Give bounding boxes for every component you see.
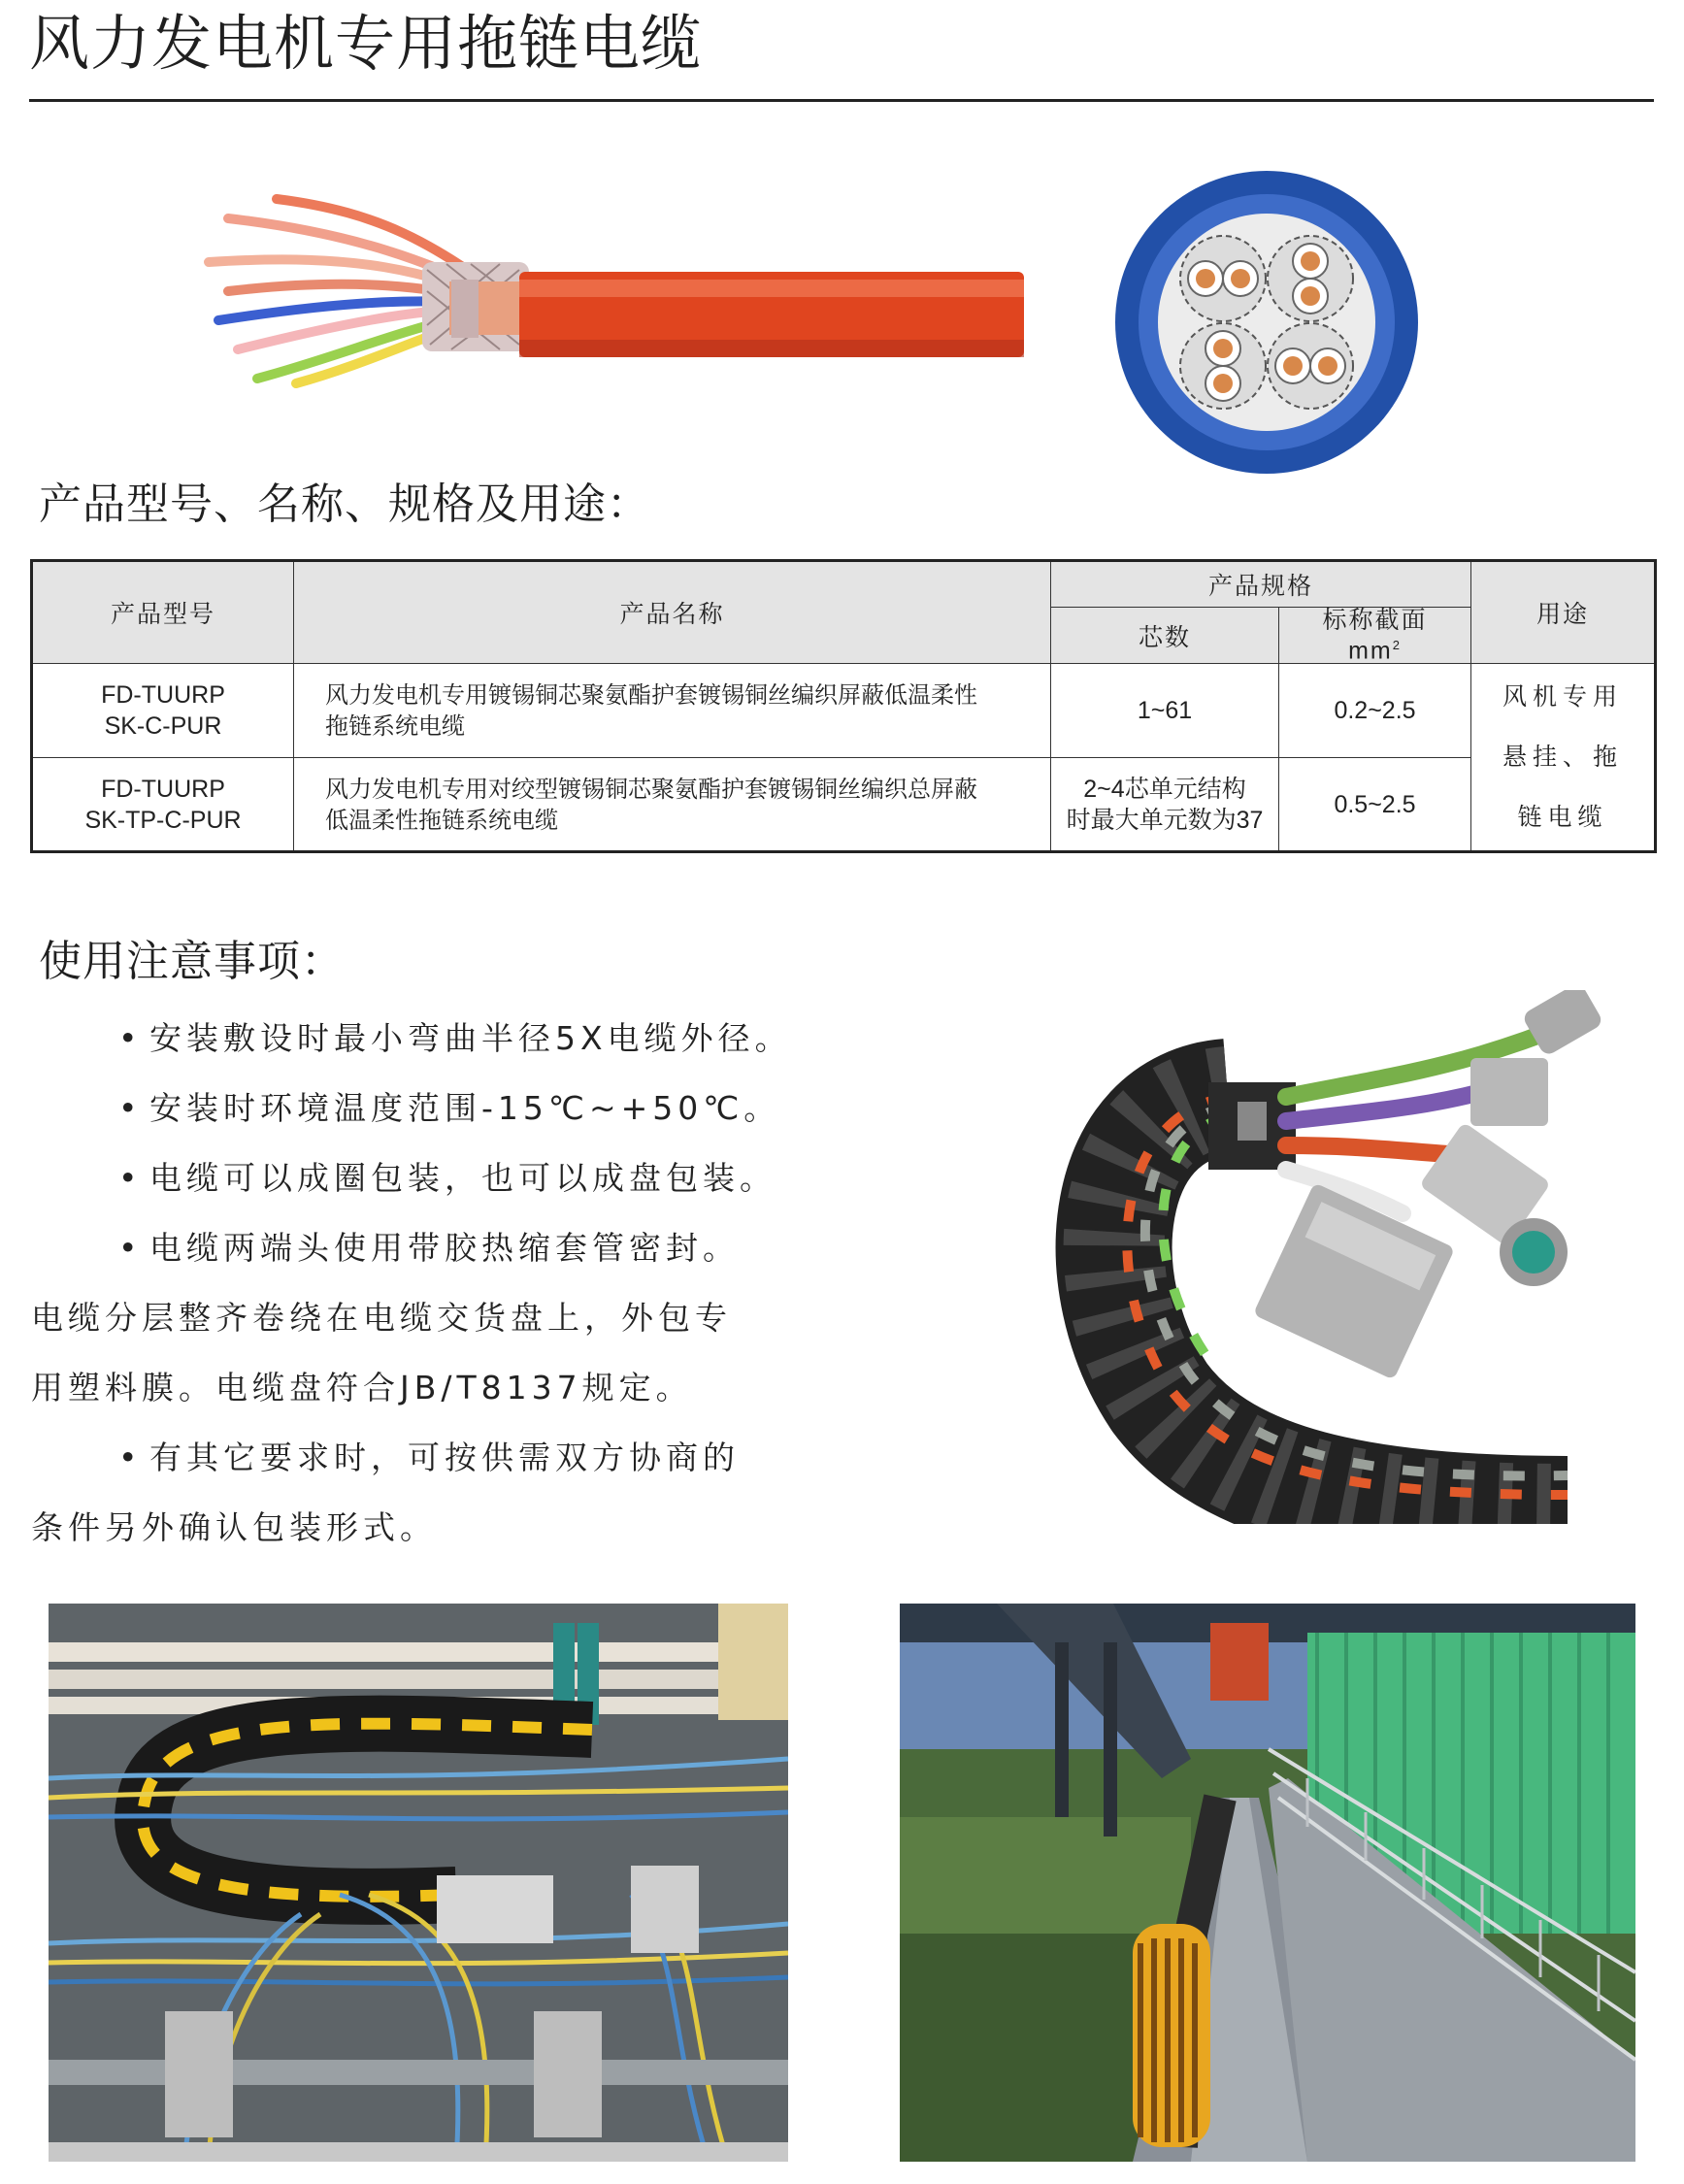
title-divider [29,99,1654,102]
note-text: 用塑料膜。电缆盘符合JB/T8137规定。 [31,1369,693,1406]
note-text: 电缆分层整齐卷绕在电缆交货盘上，外包专 [31,1299,732,1337]
header-section-unit-sup: 2 [1392,638,1402,652]
row-model [32,664,294,758]
row-cores: 1~61 [1051,664,1279,758]
row-name-line1: 风力发电机专用镀锡铜芯聚氨酯护套镀锡铜丝编织屏蔽低温柔性 [325,681,977,710]
bullet-icon: • [118,1019,143,1057]
table-row [32,664,1656,758]
bullet-icon: • [118,1159,143,1197]
header-spec: 产品规格 [1051,561,1471,608]
bullet-icon: • [118,1229,143,1267]
bullet-icon: • [118,1439,143,1476]
spec-section-heading: 产品型号、名称、规格及用途： [39,480,650,529]
row-cores-line1: 2~4芯单元结构 [1083,775,1246,803]
row-model-line2: SK-C-PUR [104,712,222,741]
bullet-icon: • [118,1089,143,1127]
page-title: 风力发电机专用拖链电缆 [29,8,703,79]
row-name-line2: 低温柔性拖链系统电缆 [325,806,558,834]
header-name: 产品名称 [294,561,1051,664]
row-name [294,758,1051,852]
header-model: 产品型号 [32,561,294,664]
row-name-line2: 拖链系统电缆 [325,712,465,741]
note-item: • 安装时环境温度范围-15℃~+50℃。 [118,1087,780,1130]
usage-line1: 风机专用 [1502,682,1624,711]
note-text: 条件另外确认包装形式。 [31,1508,437,1546]
drag-chain-photo [1043,990,1626,1524]
row-model-line1: FD-TUURP [101,681,225,710]
row-cores [1051,758,1279,852]
row-section: 0.2~2.5 [1279,664,1471,758]
row-name [294,664,1051,758]
header-section [1279,608,1471,664]
note-item: • 电缆两端头使用带胶热缩套管密封。 [118,1227,740,1270]
note-item: • 安装敷设时最小弯曲半径5X电缆外径。 [118,1017,792,1060]
row-cores-line2: 时最大单元数为37 [1066,806,1264,834]
row-section: 0.5~2.5 [1279,758,1471,852]
usage-line3: 链电缆 [1517,803,1608,832]
row-name-line1: 风力发电机专用对绞型镀锡铜芯聚氨酯护套镀锡铜丝编织总屏蔽 [325,775,977,803]
header-cores: 芯数 [1051,608,1279,664]
usage-cell [1471,664,1656,852]
table-row [32,758,1656,852]
header-usage: 用途 [1471,561,1656,664]
row-model [32,758,294,852]
header-section-label: 标称截面 [1322,607,1428,634]
header-section-unit: mm [1348,637,1393,665]
cable-cross-section [1111,167,1422,478]
note-item: • 有其它要求时，可按供需双方协商的 [118,1437,740,1479]
cable-photo [189,194,1034,388]
notes-section-heading: 使用注意事项： [39,937,345,986]
row-model-line2: SK-TP-C-PUR [84,806,242,834]
row-model-line1: FD-TUURP [101,775,225,803]
note-item: • 电缆可以成圈包装，也可以成盘包装。 [118,1157,776,1200]
cabinet-chain-photo [49,1604,788,2162]
usage-line2: 悬挂、拖 [1502,743,1624,772]
spec-table [30,559,1657,853]
industrial-chain-photo [900,1604,1635,2162]
